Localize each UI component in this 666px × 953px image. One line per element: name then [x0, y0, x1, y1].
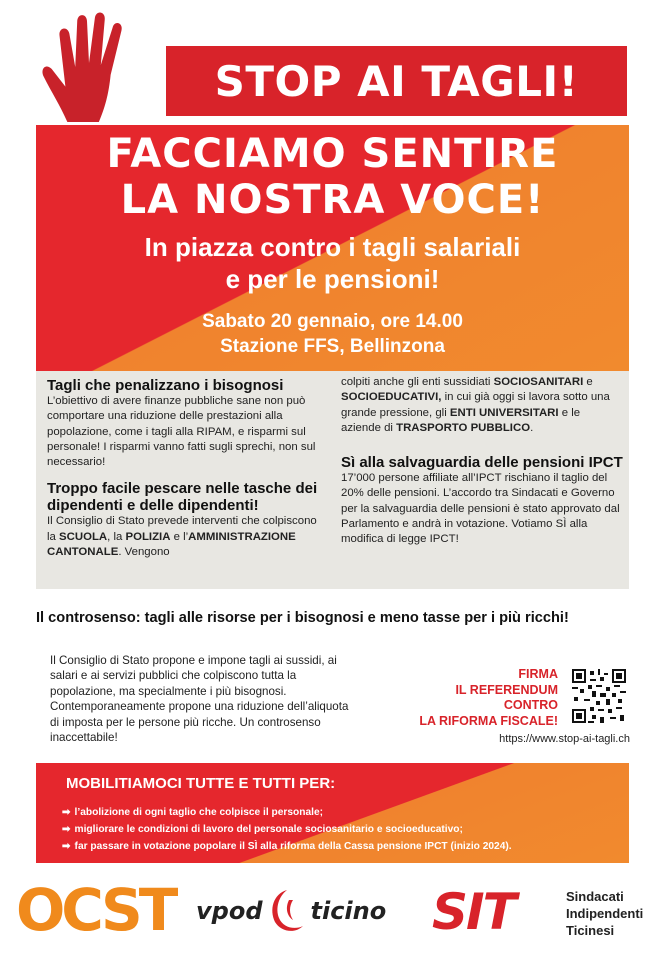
red-hand-icon	[30, 6, 148, 124]
section-heading-pensioni: Sì alla salvaguardia delle pensioni IPCT	[341, 454, 623, 472]
controsenso-title: Il controsenso: tagli alle risorse per i bisognosi e meno tasse per i più ricchi!	[36, 610, 569, 626]
stop-banner	[166, 46, 627, 116]
section-text-bisognosi: L’obiettivo di avere finanze pubbliche sane non può comportare una riduzione delle prestazioni alla popolazione, come i tagli alla RIPAM, e risparmi sul personale! I risparmi vanno fatti sugli sprechi, non sul necessario!	[47, 395, 316, 469]
website-link[interactable]: https://www.stop-ai-tagli.ch	[499, 733, 630, 745]
section-heading-bisognosi: Tagli che penalizzano i bisognosi	[47, 377, 284, 394]
vpod-mark-icon	[265, 886, 309, 936]
mobilization-block	[36, 763, 629, 863]
right-arrow-icon: ➡	[62, 824, 71, 835]
section-text-enti: colpiti anche gli enti sussidiati SOCIOSANITARI e SOCIOEDUCATIVI, in cui già oggi si lavora sotto una grande pressione, gli ENTI UNIVERSITARI e le aziende di TRASPORTO PUBBLICO.	[341, 376, 610, 434]
panel-right-column	[341, 375, 623, 548]
headline-line-2: LA NOSTRA VOCE!	[120, 177, 545, 223]
headline-line-1: FACCIAMO SENTIRE	[106, 131, 559, 177]
subtitle-line-1: In piazza contro i tagli salariali	[144, 232, 521, 262]
section-text-pensioni: 17’000 persone affiliate all’IPCT rischiano il taglio del 20% delle pensioni. L’accordo tra Sindacati e Governo per la salvaguardia delle pensioni è stato approvato dal Parlamento e andrà in votazione. Votiamo SÌ alla modifica di legge IPCT!	[341, 472, 620, 546]
qr-code-icon[interactable]	[572, 669, 626, 723]
list-item: ➡ migliorare le condizioni di lavoro del personale sociosanitario e socioeducativo;	[62, 824, 463, 835]
sit-full-name: Sindacati Indipendenti Ticinesi	[566, 889, 644, 938]
info-panel	[36, 371, 629, 589]
list-item: ➡ far passare in votazione popolare il SÌ alla riforma della Cassa pensione IPCT (inizio 2024).	[62, 841, 512, 852]
section-heading-tasche: Troppo facile pescare nelle tasche dei dipendenti e delle dipendenti!	[47, 480, 318, 515]
banner-title: STOP AI TAGLI!	[214, 56, 579, 106]
event-place: Stazione FFS, Bellinzona	[220, 336, 445, 357]
ocst-logo: OCST	[16, 876, 175, 944]
sit-logo: SIT	[432, 883, 515, 941]
right-arrow-icon: ➡	[62, 807, 71, 818]
right-arrow-icon: ➡	[62, 841, 71, 852]
hero-block	[36, 125, 629, 371]
vpod-ticino-logo: vpod ticino	[196, 886, 386, 936]
section-text-tasche: Il Consiglio di Stato prevede interventi che colpiscono la SCUOLA, la POLIZIA e l’AMMINISTRAZIONE CANTONALE. Vengono	[47, 515, 317, 559]
mobilization-title: MOBILITIAMOCI TUTTE E TUTTI PER:	[66, 775, 336, 792]
event-date: Sabato 20 gennaio, ore 14.00	[202, 311, 463, 332]
controsenso-text: Il Consiglio di Stato propone e impone tagli ai sussidi, ai salari e ai servizi pubblici che colpiscono tutta la popolazione, ma specialmente i più bisognosi. Contemporaneamente propone una riduzione dell’aliquota di imposta per le persone più ricche. Un controsenso inaccettabile!	[50, 654, 349, 745]
referendum-callout: FIRMA IL REFERENDUM CONTRO LA RIFORMA FISCALE!	[419, 667, 558, 728]
subtitle-line-2: e per le pensioni!	[225, 264, 440, 294]
list-item: ➡ l’abolizione di ogni taglio che colpisce il personale;	[62, 807, 324, 818]
panel-left-column	[47, 377, 325, 560]
